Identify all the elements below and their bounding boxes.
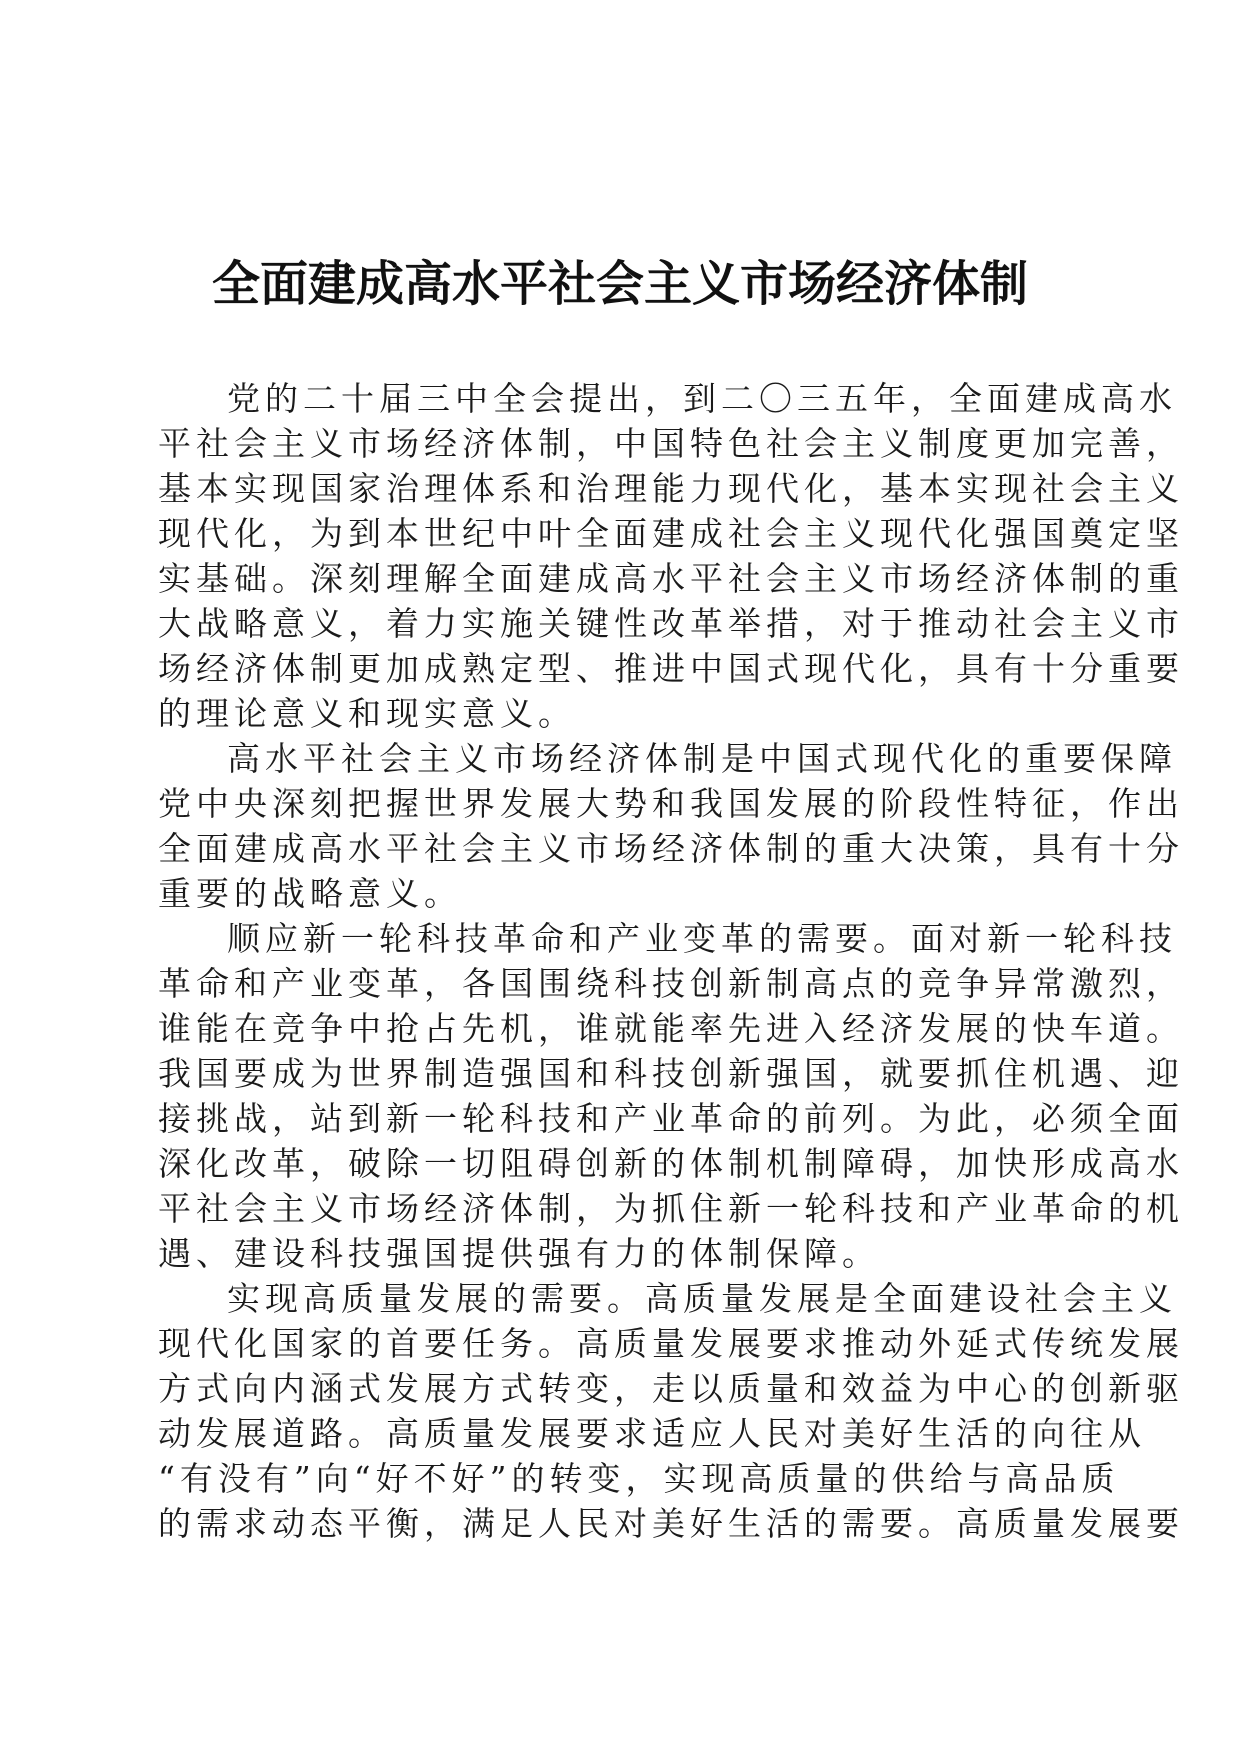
- paragraph-line: 平社会主义市场经济体制，中国特色社会主义制度更加完善，: [158, 424, 1184, 463]
- paragraph-line: 高水平社会主义市场经济体制是中国式现代化的重要保障: [227, 739, 1177, 778]
- paragraph-line: 遇、建设科技强国提供强有力的体制保障。: [158, 1234, 880, 1273]
- paragraph-line: 重要的战略意义。: [158, 874, 462, 913]
- paragraph-line: 现代化，为到本世纪中叶全面建成社会主义现代化强国奠定坚: [158, 514, 1184, 553]
- paragraph-line: 革命和产业变革，各国围绕科技创新制高点的竞争异常激烈，: [158, 964, 1184, 1003]
- paragraph-line: 党中央深刻把握世界发展大势和我国发展的阶段性特征，作出: [158, 784, 1184, 823]
- paragraph-line: 接挑战，站到新一轮科技和产业革命的前列。为此，必须全面: [158, 1099, 1184, 1138]
- paragraph-line: 基本实现国家治理体系和治理能力现代化，基本实现社会主义: [158, 469, 1184, 508]
- paragraph-line: 的理论意义和现实意义。: [158, 694, 576, 733]
- paragraph-line: 方式向内涵式发展方式转变，走以质量和效益为中心的创新驱: [158, 1369, 1184, 1408]
- paragraph-line: “有没有”向“好不好”的转变，实现高质量的供给与高品质: [158, 1459, 1120, 1498]
- paragraph-line: 场经济体制更加成熟定型、推进中国式现代化，具有十分重要: [158, 649, 1184, 688]
- paragraph-line: 大战略意义，着力实施关键性改革举措，对于推动社会主义市: [158, 604, 1184, 643]
- paragraph-line: 平社会主义市场经济体制，为抓住新一轮科技和产业革命的机: [158, 1189, 1184, 1228]
- paragraph-3: [158, 916, 1184, 1276]
- paragraph-line: 顺应新一轮科技革命和产业变革的需要。面对新一轮科技: [227, 919, 1177, 958]
- paragraph-line: 的需求动态平衡，满足人民对美好生活的需要。高质量发展要: [158, 1504, 1184, 1543]
- paragraph-line: 实基础。深刻理解全面建成高水平社会主义市场经济体制的重: [158, 559, 1184, 598]
- paragraph-4: [158, 1276, 1184, 1546]
- paragraph-line: 实现高质量发展的需要。高质量发展是全面建设社会主义: [227, 1279, 1177, 1318]
- paragraph-line: 我国要成为世界制造强国和科技创新强国，就要抓住机遇、迎: [158, 1054, 1184, 1093]
- paragraph-1: [158, 376, 1184, 736]
- paragraph-line: 党的二十届三中全会提出，到二〇三五年，全面建成高水: [227, 379, 1177, 418]
- paragraph-line: 全面建成高水平社会主义市场经济体制的重大决策，具有十分: [158, 829, 1184, 868]
- document-body: [158, 376, 1184, 1546]
- document-title: 全面建成高水平社会主义市场经济体制: [211, 256, 1028, 312]
- paragraph-line: 动发展道路。高质量发展要求适应人民对美好生活的向往从: [158, 1414, 1146, 1453]
- paragraph-line: 谁能在竞争中抢占先机，谁就能率先进入经济发展的快车道。: [158, 1009, 1184, 1048]
- paragraph-line: 深化改革，破除一切阻碍创新的体制机制障碍，加快形成高水: [158, 1144, 1184, 1183]
- paragraph-2: [158, 736, 1184, 916]
- paragraph-line: 现代化国家的首要任务。高质量发展要求推动外延式传统发展: [158, 1324, 1184, 1363]
